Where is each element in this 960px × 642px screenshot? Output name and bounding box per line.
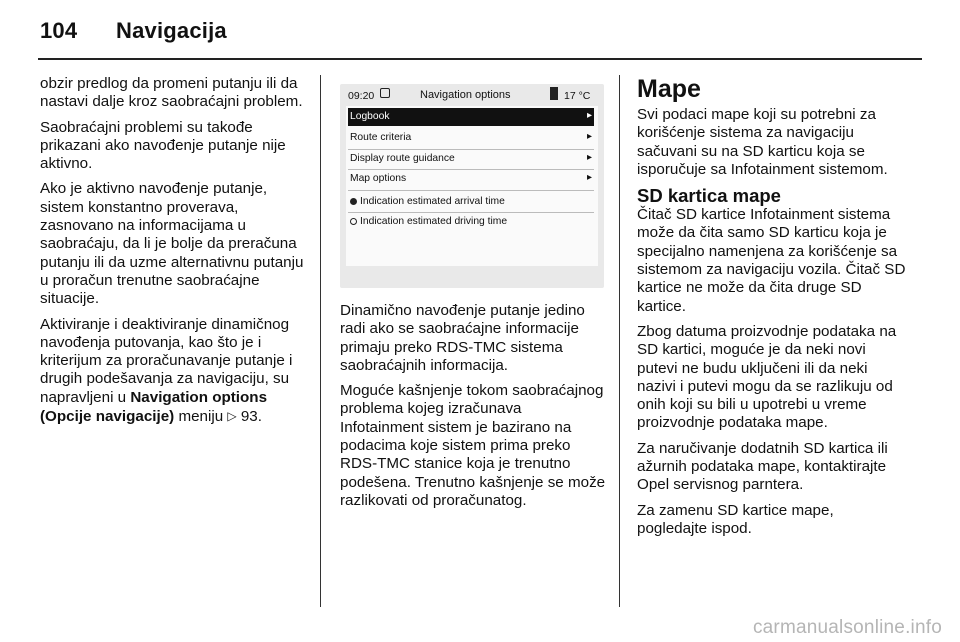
paragraph: Moguće kašnjenje tokom saobraćajnog problema kojeg izračunava Infotainment sistem je bazirano na podacima koje sistem prima preko RDS-TMC stanice koja je trenutno podešena. Trenutno kašnjenje se može razlikovati od proračunatog. [340,382,606,509]
header-rule [38,58,922,60]
menu-reference: Navigation options (Opcije navigacije) [40,388,268,426]
column-divider-2 [619,75,620,607]
paragraph: Zbog datuma proizvodnje podataka na SD kartici, moguće je da neki novi putevi ne budu uključeni ili da neki nazivi i putevi mogu da se razlikuju od onih koji su bili u upotrebi u vreme proizvodnje podataka mape. [637,322,897,432]
radio-checked-icon [350,198,357,205]
column-2 [340,302,606,517]
chevron-right-icon: ▸ [586,110,592,121]
radio-label: Indication estimated driving time [360,216,508,227]
text-run: meniju [174,408,228,426]
paragraph: obzir predlog da promeni putanju ili da nastavi dalje kroz saobraćajni problem. [40,75,303,111]
menu-item-label: Display route guidance [350,153,455,164]
paragraph [40,316,306,427]
radio-label: Indication estimated arrival time [360,196,505,207]
page-title: Navigacija [116,18,227,43]
menu-item-label: Route criteria [350,132,412,143]
paragraph: Dinamično navođenje putanje jedino radi ako se saobraćajne informacije primaju preko RDS-TMC sistema saobraćajnih informacija. [340,302,585,374]
paragraph: Svi podaci mape koji su potrebni za korišćenje sistema za navigaciju sačuvani su na SD karticu koja se isporučuje sa Infotainment sistemom. [637,106,888,178]
chevron-right-icon: ▸ [586,131,592,142]
watermark: carmanualsonline.info [752,617,942,638]
radio-arrival-time[interactable] [348,193,594,211]
page-header [40,18,227,44]
menu-item-route-criteria[interactable] [348,129,594,147]
screen-title: Navigation options [420,89,511,101]
column-1 [40,75,306,433]
page-number: 104 [40,18,78,43]
menu-item-label: Logbook [350,111,390,122]
page-reference[interactable]: 93. [236,408,262,426]
menu-separator [348,190,594,191]
menu-item-logbook[interactable] [348,108,594,126]
paragraph: Saobraćajni problemi su takođe prikazani ako navođenje putanje nije aktivno. [40,118,286,173]
page-ref-arrow-icon: ▷ [227,409,237,424]
battery-icon [550,87,558,100]
menu-item-map-options[interactable] [348,170,594,188]
text-run: Aktiviranje i deaktiviranje dinamičnog navođenja putovanja, kao što je i kriterijum za proračunavanje putanje i drugih podešavanja za navigaciju, su napravljeni u [40,315,293,406]
screen-status-bar [340,84,604,106]
radio-unchecked-icon [350,218,357,225]
screen-time: 09:20 [348,90,375,102]
column-divider-1 [320,75,321,607]
column-3 [637,75,907,545]
radio-driving-time[interactable] [348,213,594,231]
menu-panel [346,106,598,266]
subsection-heading: SD kartica mape [637,185,781,207]
navigation-options-screenshot [340,84,604,288]
menu-item-display-route-guidance[interactable] [348,150,594,168]
paragraph: Čitač SD kartice Infotainment sistema može da čita samo SD karticu koja je specijalno namenjena za korišćenje sa sistemom za navigaciju vozila. Čitač SD kartice ne može da čita druge SD kartice. [637,206,906,315]
clock-icon [380,88,390,98]
section-heading: Mape [637,75,701,103]
chevron-right-icon: ▸ [586,172,592,183]
paragraph: Za naručivanje dodatnih SD kartica ili ažurnih podataka mape, kontaktirajte Opel servisnog parntera. [637,439,888,494]
menu-item-label: Map options [350,173,407,184]
chevron-right-icon: ▸ [586,152,592,163]
screen-temperature: 17 °C [564,90,591,102]
paragraph: Za zamenu SD kartice mape, pogledajte ispod. [637,501,834,537]
paragraph: Ako je aktivno navođenje putanje, sistem konstantno proverava, zasnovano na informacijama u saobraćaju, da li je bolje da preračuna putanju ili da uzme alternativnu putanju u proračun trenutne saobraćajne situacije. [40,180,304,308]
